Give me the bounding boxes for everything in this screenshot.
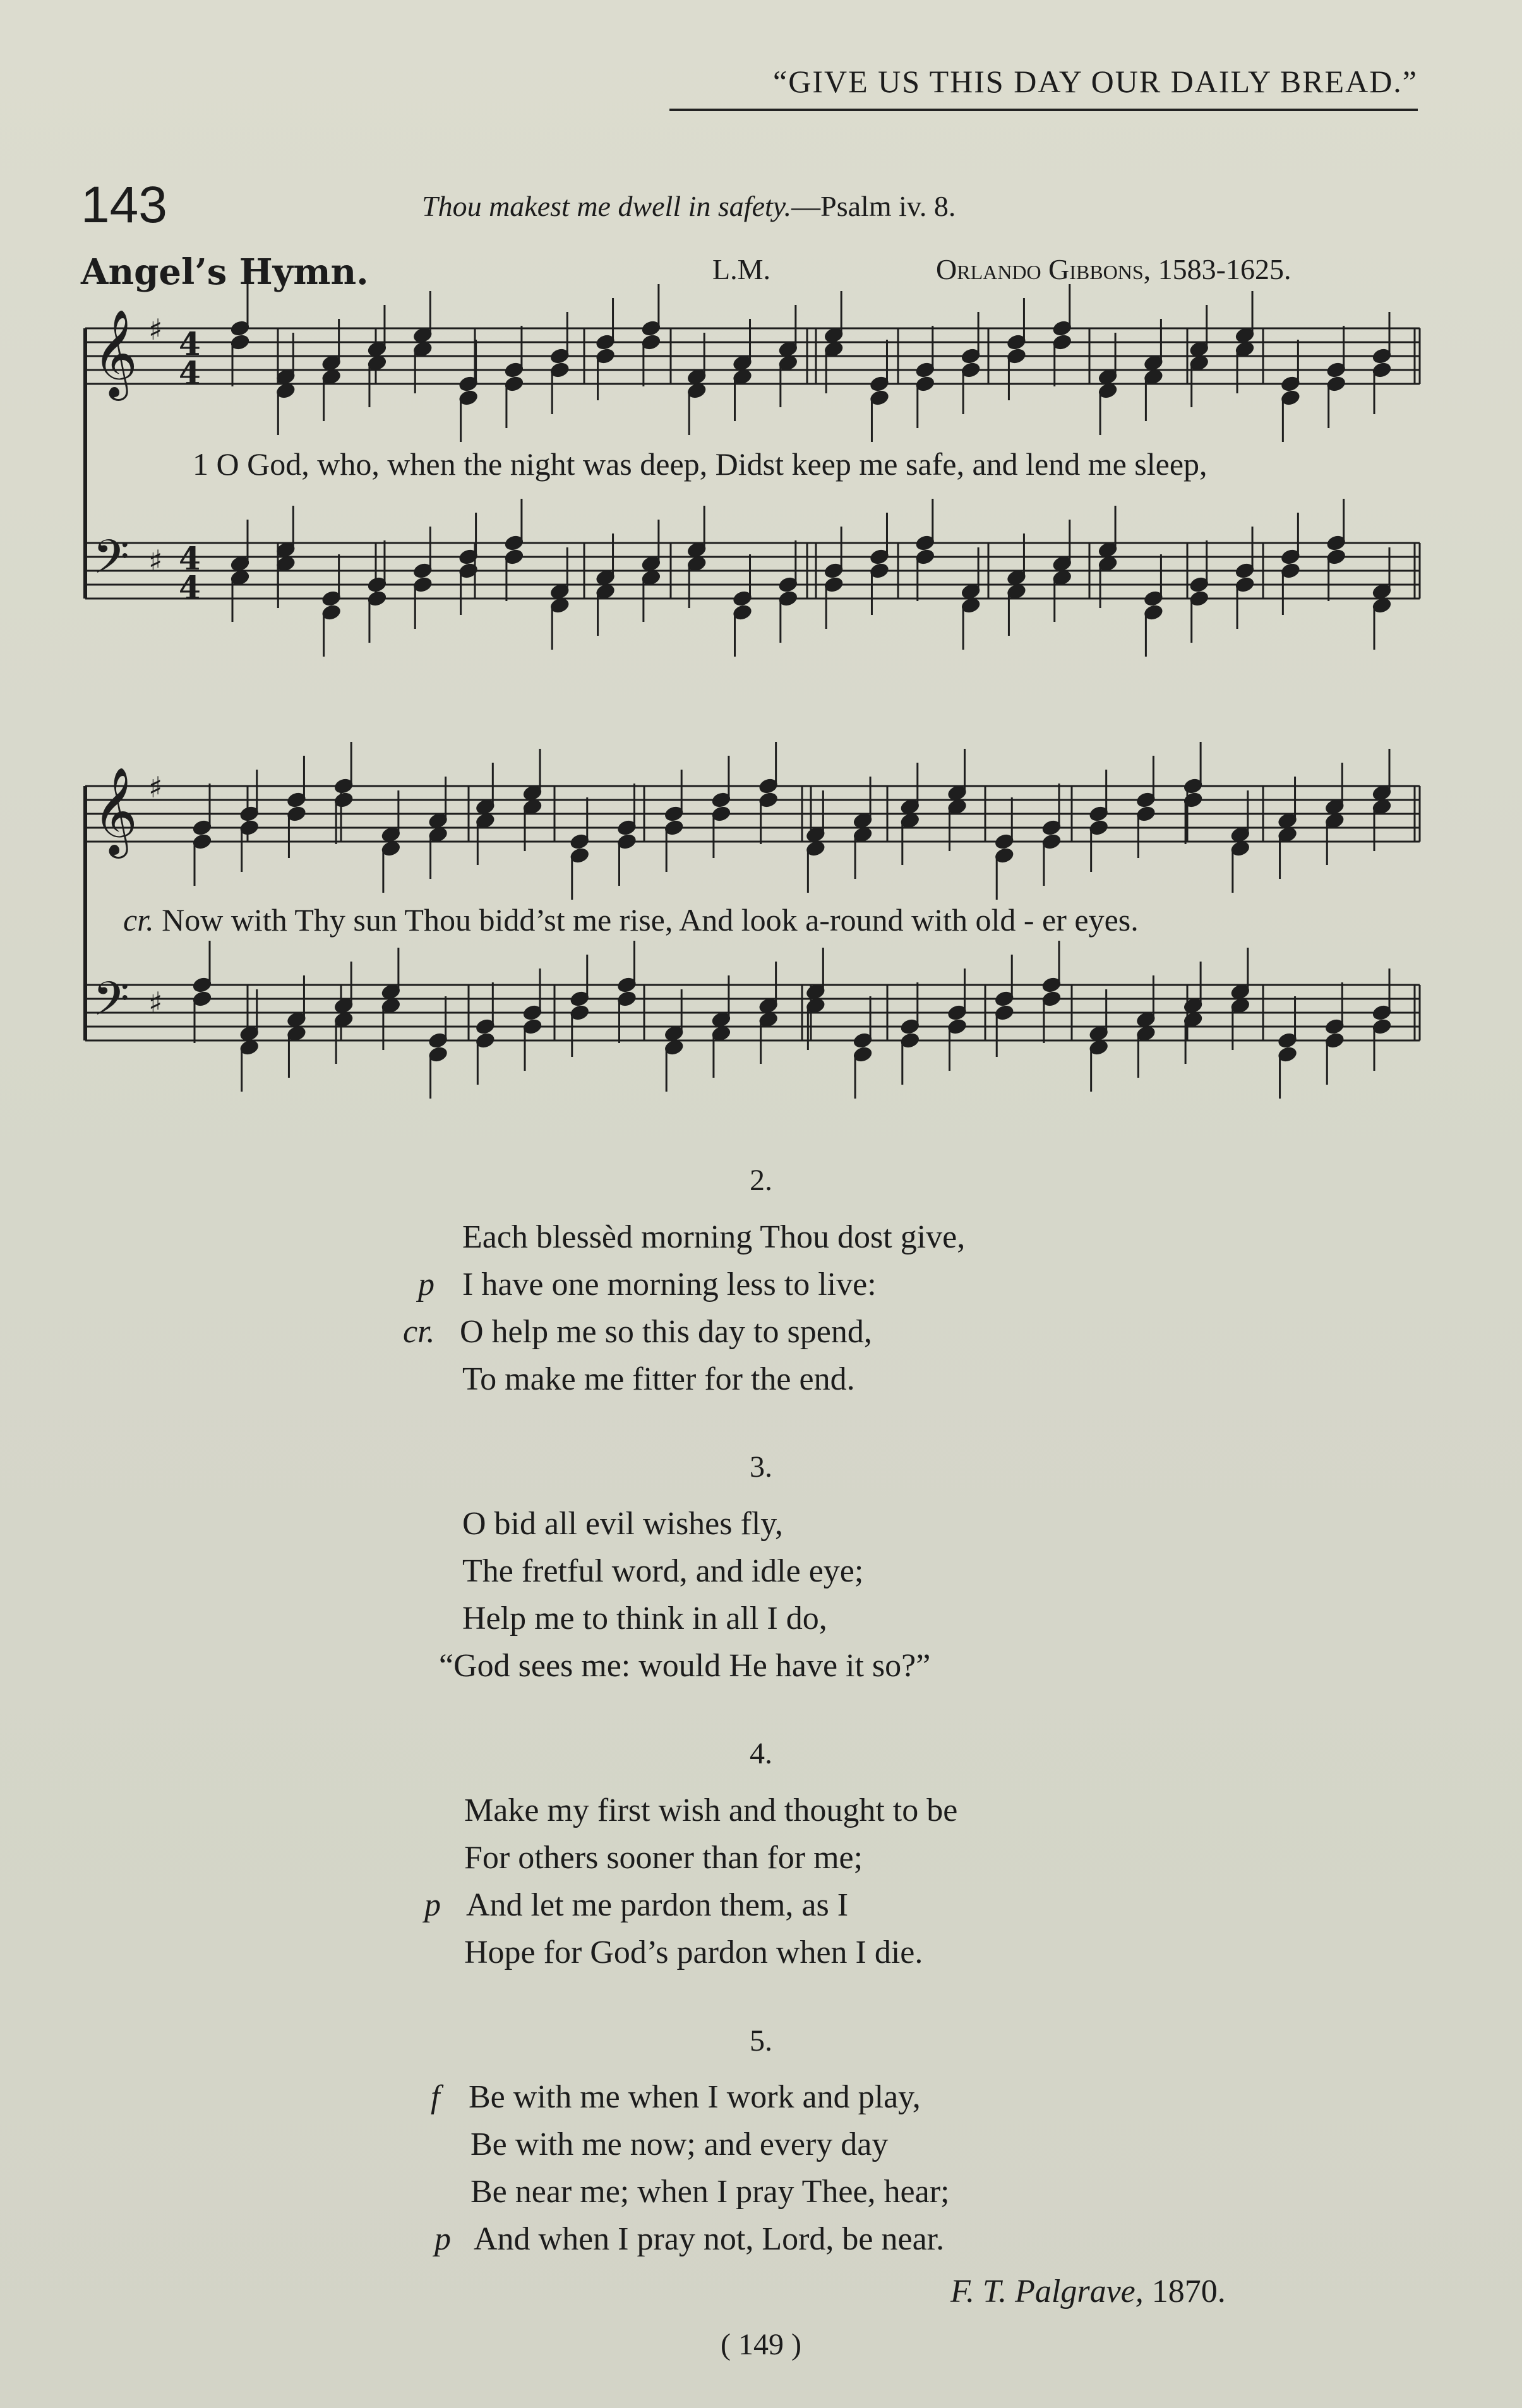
music-score	[0, 0, 1522, 1136]
dynamic-mark: p	[418, 1267, 434, 1302]
verse-line: Be near me; when I pray Thee, hear;	[470, 2174, 950, 2210]
verse-line: And let me pardon them, as I	[466, 1887, 849, 1923]
verse-line: Help me to think in all I do,	[462, 1600, 827, 1636]
dynamic-mark: cr.	[403, 1314, 435, 1350]
tune-name: Angel’s Hymn.	[81, 251, 369, 293]
dynamic-mark: f	[431, 2079, 440, 2115]
bass-clef: 𝄢	[93, 972, 129, 1038]
meter: L.M.	[712, 253, 770, 285]
crescendo-mark: cr.	[123, 902, 154, 938]
verse-number: 5.	[750, 2024, 772, 2058]
verse-line: To make me fitter for the end.	[462, 1361, 855, 1397]
verse-line: Be with me when I work and play,	[469, 2079, 921, 2115]
verse-line: O bid all evil wishes fly,	[462, 1506, 783, 1542]
verse-number: 2.	[750, 1164, 772, 1197]
lyric-line-2-text: Now with Thy sun Thou bidd’st me rise, And look a-round with old - er eyes.	[162, 902, 1139, 938]
verse-line: I have one morning less to live:	[462, 1267, 877, 1302]
key-signature: ♯	[148, 986, 163, 1020]
treble-clef: 𝄞	[93, 767, 138, 855]
lyric-line-1: 1 O God, who, when the night was deep, Didst keep me safe, and lend me sleep,	[193, 446, 1207, 482]
epigraph-text: Thou makest me dwell in safety.	[422, 190, 792, 222]
verse-line: O help me so this day to spend,	[460, 1314, 872, 1350]
key-signature: ♯	[148, 770, 163, 804]
verse-line: Each blessèd morning Thou dost give,	[462, 1219, 966, 1255]
dynamic-mark: p	[424, 1887, 441, 1923]
verse-line: “God sees me: would He have it so?”	[439, 1648, 931, 1684]
verse-line: Be with me now; and every day	[470, 2126, 889, 2162]
verse-line: The fretful word, and idle eye;	[462, 1553, 864, 1589]
verse-line: Hope for God’s pardon when I die.	[464, 1934, 923, 1970]
hymn-number: 143	[81, 176, 167, 234]
key-signature: ♯	[148, 313, 163, 347]
attribution	[950, 2273, 1226, 2310]
time-signature: 4	[179, 325, 201, 362]
key-signature: ♯	[148, 544, 163, 578]
time-signature: 4	[179, 569, 201, 606]
author: F. T. Palgrave,	[950, 2274, 1144, 2310]
dynamic-mark: p	[434, 2221, 451, 2257]
composer-name: Orlando Gibbons,	[936, 253, 1151, 285]
treble-clef: 𝄞	[93, 309, 138, 397]
composer-dates: 1583-1625.	[1158, 253, 1291, 285]
epigraph-source: —Psalm iv. 8.	[791, 190, 956, 222]
time-signature: 4	[179, 354, 201, 391]
verse-line: For others sooner than for me;	[464, 1840, 863, 1876]
running-head: “GIVE US THIS DAY OUR DAILY BREAD.”	[669, 63, 1418, 111]
verse-line: And when I pray not, Lord, be near.	[474, 2221, 945, 2257]
bass-clef: 𝄢	[93, 530, 129, 596]
lyric-line-2	[123, 902, 1139, 938]
time-signature: 4	[179, 540, 201, 577]
verse-number: 3.	[750, 1450, 772, 1484]
verse-number: 4.	[750, 1737, 772, 1770]
verse-line: Make my first wish and thought to be	[464, 1792, 958, 1828]
page-number: ( 149 )	[721, 2328, 801, 2361]
year: 1870.	[1151, 2274, 1226, 2310]
